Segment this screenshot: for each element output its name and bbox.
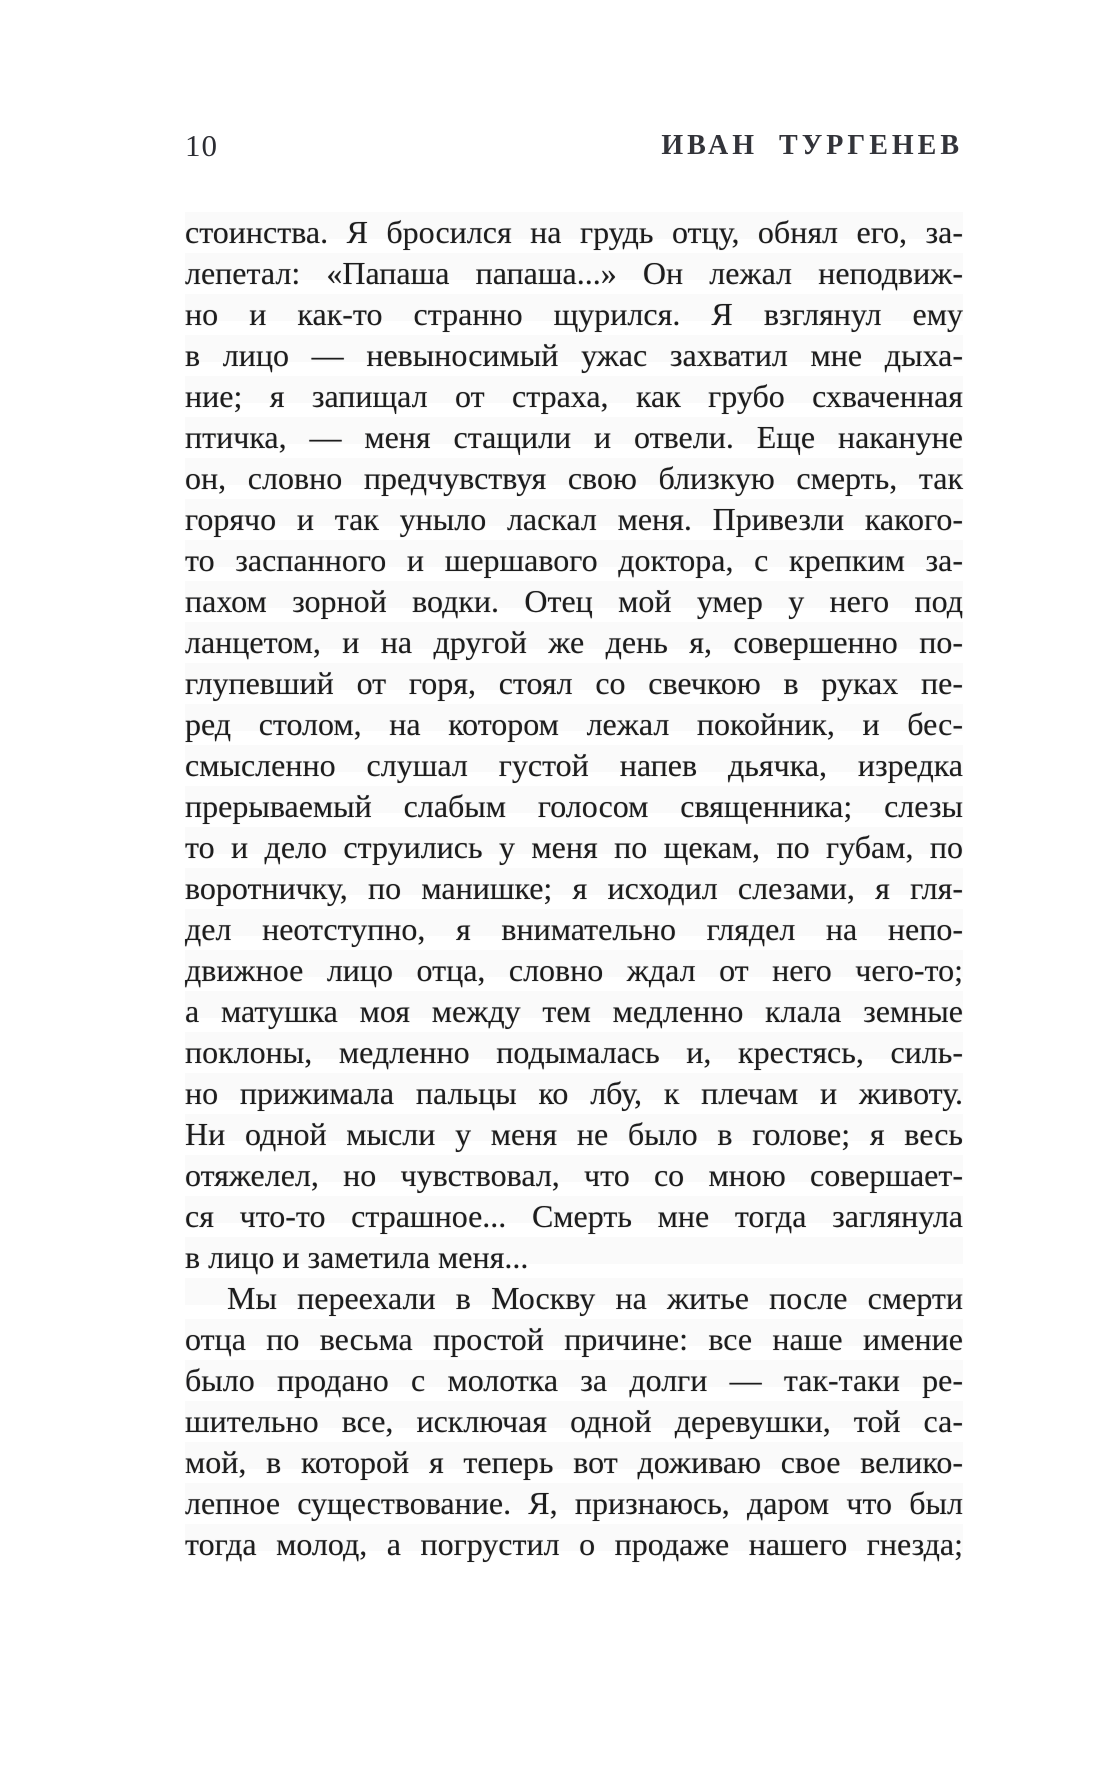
page-number: 10 xyxy=(185,128,218,163)
text-line: ся что-то страшное... Смерть мне тогда заглянула xyxy=(185,1198,963,1234)
text-line: он, словно предчувствуя свою близкую смерть, так xyxy=(185,460,963,496)
paragraph-new xyxy=(185,1278,963,1565)
text-line: но прижимала пальцы ко лбу, к плечам и животу. xyxy=(185,1075,963,1111)
text-line: ланцетом, и на другой же день я, совершенно по- xyxy=(185,624,963,660)
text-line: глупевший от горя, стоял со свечкою в руках пе- xyxy=(185,665,963,701)
text-line: Ни одной мысли у меня не было в голове; я весь xyxy=(185,1116,963,1152)
text-line: лепное существование. Я, признаюсь, даром что был xyxy=(185,1485,963,1521)
text-line: было продано с молотка за долги — так-таки ре- xyxy=(185,1362,963,1398)
text-line: поклоны, медленно подымалась и, крестясь, силь- xyxy=(185,1034,963,1070)
text-line: пахом зорной водки. Отец мой умер у него под xyxy=(185,583,963,619)
text-line: в лицо и заметила меня... xyxy=(185,1239,529,1275)
text-line: ние; я запищал от страха, как грубо схваченная xyxy=(185,378,963,414)
text-line: то заспанного и шершавого доктора, с крепким за- xyxy=(185,542,963,578)
text-line: птичка, — меня стащили и отвели. Еще накануне xyxy=(185,419,963,455)
text-line: дел неотступно, я внимательно глядел на непо- xyxy=(185,911,963,947)
running-head-author: ИВАН ТУРГЕНЕВ xyxy=(661,130,963,161)
text-line: в лицо — невыносимый ужас захватил мне дыха- xyxy=(185,337,963,373)
text-line: то и дело струились у меня по щекам, по губам, по xyxy=(185,829,963,865)
running-header xyxy=(185,128,963,172)
paragraph-continued xyxy=(185,212,963,1278)
body-text xyxy=(185,212,963,1565)
text-line: отца по весьма простой причине: все наше имение xyxy=(185,1321,963,1357)
text-line: движное лицо отца, словно ждал от него чего-то; xyxy=(185,952,963,988)
text-line: Мы переехали в Москву на житье после смерти xyxy=(227,1280,963,1316)
text-line: воротничку, по манишке; я исходил слезами, я гля- xyxy=(185,870,963,906)
text-line: смысленно слушал густой напев дьячка, изредка xyxy=(185,747,963,783)
text-line: а матушка моя между тем медленно клала земные xyxy=(185,993,963,1029)
text-line: но и как-то странно щурился. Я взглянул ему xyxy=(185,296,963,332)
text-line: тогда молод, а погрустил о продаже нашего гнезда; xyxy=(185,1526,963,1562)
text-line: стоинства. Я бросился на грудь отцу, обнял его, за- xyxy=(185,214,963,250)
text-line: шительно все, исключая одной деревушки, той са- xyxy=(185,1403,963,1439)
text-line: отяжелел, но чувствовал, что со мною совершает- xyxy=(185,1157,963,1193)
text-line: прерываемый слабым голосом священника; слезы xyxy=(185,788,963,824)
text-line: ред столом, на котором лежал покойник, и бес- xyxy=(185,706,963,742)
text-line: мой, в которой я теперь вот доживаю свое велико- xyxy=(185,1444,963,1480)
text-line: лепетал: «Папаша папаша...» Он лежал неподвиж- xyxy=(185,255,963,291)
text-line: горячо и так уныло ласкал меня. Привезли какого- xyxy=(185,501,963,537)
